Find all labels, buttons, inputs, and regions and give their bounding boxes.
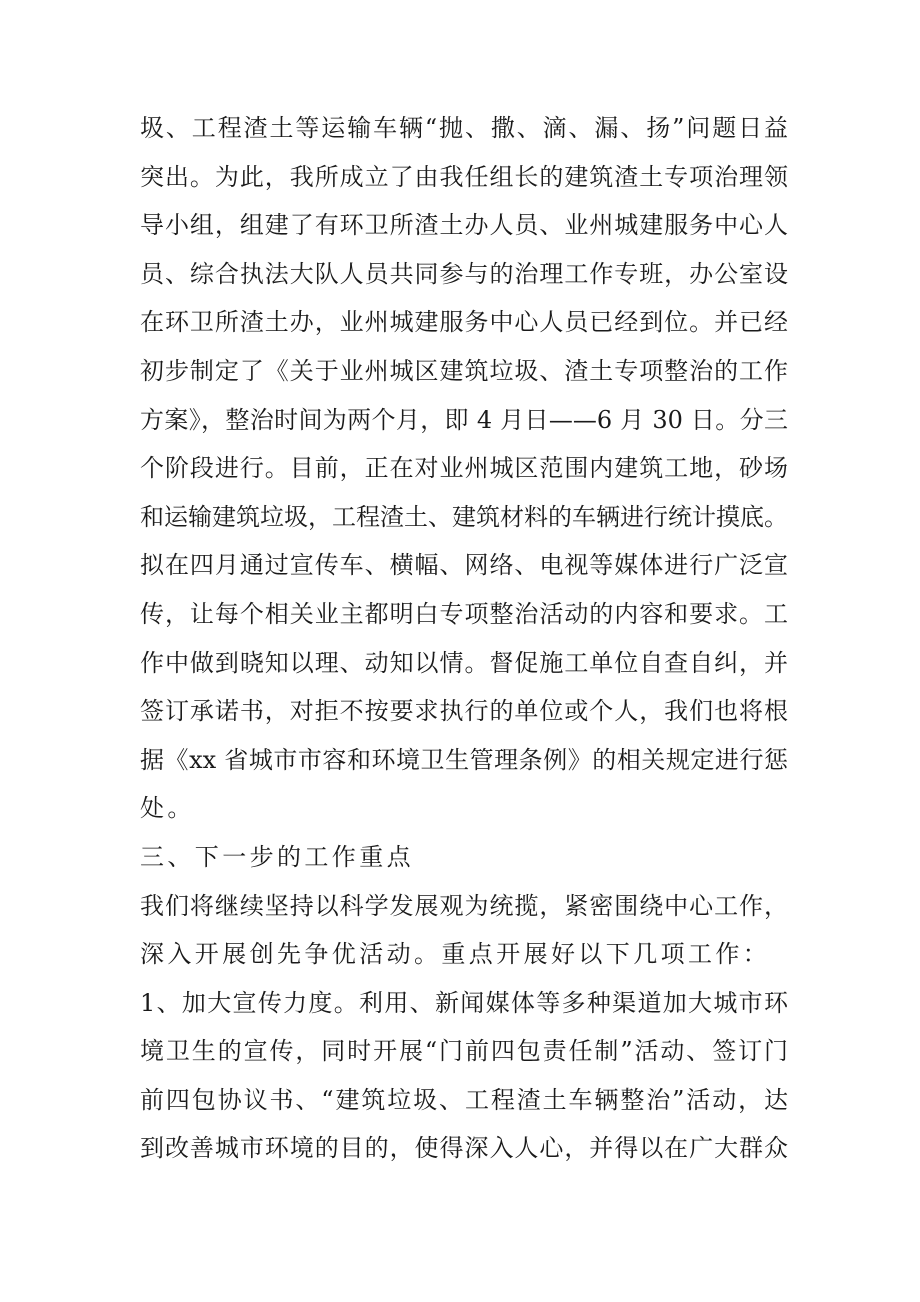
text-line: 据《xx 省城市市容和环境卫生管理条例》的相关规定进行惩 <box>140 745 788 774</box>
text-line: 深入开展创先争优活动。重点开展好以下几项工作： <box>140 940 771 969</box>
text-line: 1、加大宣传力度。利用、新闻媒体等多种渠道加大城市环 <box>140 988 788 1017</box>
text-line: 突出。为此，我所成立了由我任组长的建筑渣土专项治理领 <box>140 162 788 191</box>
text-line: 导小组，组建了有环卫所渣土办人员、业州城建服务中心人 <box>140 211 788 240</box>
text-line: 我们将继续坚持以科学发展观为统揽，紧密围绕中心工作， <box>140 891 788 920</box>
text-line: 在环卫所渣土办，业州城建服务中心人员已经到位。并已经 <box>140 308 788 337</box>
text-line: 处。 <box>140 794 195 823</box>
text-line: 圾、工程渣土等运输车辆“抛、撒、滴、漏、扬”问题日益 <box>140 114 788 142</box>
text-line: 员、综合执法大队人员共同参与的治理工作专班，办公室设 <box>140 259 788 288</box>
text-line: 和运输建筑垃圾，工程渣土、建筑材料的车辆进行统计摸底。 <box>140 502 788 531</box>
document-body <box>140 104 788 1173</box>
text-line: 初步制定了《关于业州城区建筑垃圾、渣土专项整治的工作 <box>140 356 788 385</box>
text-line: 作中做到晓知以理、动知以情。督促施工单位自查自纠，并 <box>140 648 788 677</box>
text-line: 拟在四月通过宣传车、横幅、网络、电视等媒体进行广泛宣 <box>140 551 788 580</box>
section-heading: 三、下一步的工作重点 <box>140 842 414 871</box>
text-line: 个阶段进行。目前，正在对业州城区范围内建筑工地，砂场 <box>140 454 788 483</box>
text-line: 前四包协议书、“建筑垃圾、工程渣土车辆整治”活动，达 <box>140 1085 788 1114</box>
text-line: 方案》，整治时间为两个月，即 4 月日——6 月 30 日。分三 <box>140 405 788 434</box>
text-line: 到改善城市环境的目的，使得深入人心，并得以在广大群众 <box>140 1134 788 1163</box>
text-line: 传，让每个相关业主都明白专项整治活动的内容和要求。工 <box>140 599 788 628</box>
text-line: 签订承诺书，对拒不按要求执行的单位或个人，我们也将根 <box>140 697 788 726</box>
text-line: 境卫生的宣传，同时开展“门前四包责任制”活动、签订门 <box>140 1037 788 1066</box>
